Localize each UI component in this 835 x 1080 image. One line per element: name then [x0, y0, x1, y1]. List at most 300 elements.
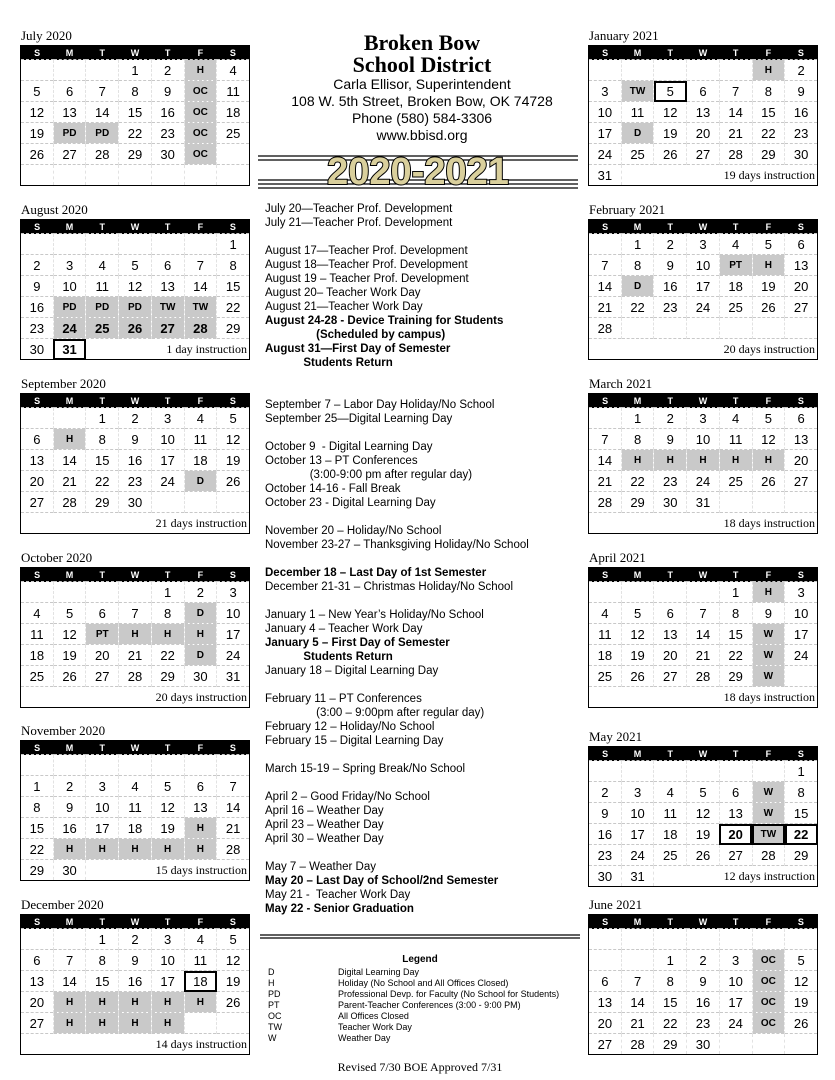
- weekday-header: T: [151, 915, 184, 929]
- day-cell: 1: [621, 234, 654, 255]
- day-cell: 18: [589, 645, 622, 666]
- day-cell: 30: [184, 666, 217, 687]
- weekday-header: F: [752, 568, 785, 582]
- day-cell: 24: [719, 1013, 752, 1034]
- week-row: [21, 1034, 250, 1055]
- event-line: April 23 – Weather Day: [265, 819, 384, 831]
- day-cell: PT: [719, 255, 752, 276]
- day-cell: 11: [589, 624, 622, 645]
- day-cell: 23: [654, 471, 687, 492]
- day-cell: D: [621, 276, 654, 297]
- weekday-header: T: [86, 220, 119, 234]
- event-line: Students Return: [265, 651, 393, 663]
- weekday-header: F: [752, 747, 785, 761]
- day-cell: 7: [719, 81, 752, 102]
- day-cell: 12: [119, 276, 152, 297]
- month-title: May 2021: [589, 729, 643, 744]
- weekday-header: M: [53, 394, 86, 408]
- legend-code: PD: [268, 989, 281, 999]
- day-cell: [21, 408, 54, 429]
- week-row: [589, 123, 818, 144]
- event-line: November 23-27 – Thanksgiving Holiday/No School: [265, 539, 529, 551]
- day-cell: 28: [589, 318, 622, 339]
- week-row: [21, 60, 250, 81]
- day-cell: 11: [21, 624, 54, 645]
- day-cell: 23: [687, 1013, 720, 1034]
- event-gap: [265, 776, 583, 790]
- day-cell: 22: [785, 824, 818, 845]
- event-gap: [265, 846, 583, 860]
- day-cell: 24: [621, 845, 654, 866]
- week-row: [21, 687, 250, 708]
- month-title: October 2020: [21, 550, 93, 565]
- day-cell: 19: [217, 971, 250, 992]
- day-cell: [21, 755, 54, 776]
- day-cell: 2: [184, 582, 217, 603]
- week-row: [589, 866, 818, 887]
- day-cell: 28: [217, 839, 250, 860]
- week-row: [21, 950, 250, 971]
- day-cell: 14: [53, 450, 86, 471]
- day-cell: [687, 761, 720, 782]
- week-row: [589, 234, 818, 255]
- event-line: September 25—Digital Learning Day: [265, 413, 453, 425]
- day-cell: 6: [589, 971, 622, 992]
- day-cell: [687, 60, 720, 81]
- week-row: [21, 666, 250, 687]
- day-cell: 13: [687, 102, 720, 123]
- week-row: [589, 929, 818, 950]
- event-line: August 19 – Teacher Prof. Development: [265, 273, 469, 285]
- month-grid: [588, 393, 818, 534]
- day-cell: TW: [621, 81, 654, 102]
- week-row: [589, 429, 818, 450]
- day-cell: H: [184, 839, 217, 860]
- day-cell: 8: [86, 429, 119, 450]
- day-cell: 6: [53, 81, 86, 102]
- month-title: February 2021: [589, 202, 666, 217]
- day-cell: 25: [654, 845, 687, 866]
- week-row: [589, 624, 818, 645]
- instruction-days: 15 days instruction: [86, 860, 250, 881]
- day-cell: 26: [119, 318, 152, 339]
- weekday-header: S: [785, 220, 818, 234]
- event-gap: [265, 510, 583, 524]
- day-cell: [86, 755, 119, 776]
- week-row: [589, 318, 818, 339]
- week-row: [21, 297, 250, 318]
- day-cell: [719, 60, 752, 81]
- week-row: [589, 824, 818, 845]
- day-cell: 7: [589, 429, 622, 450]
- weekday-header: S: [217, 394, 250, 408]
- month-grid: [588, 567, 818, 708]
- day-cell: [621, 761, 654, 782]
- month-calendar: [20, 27, 250, 186]
- day-cell: [654, 929, 687, 950]
- day-cell: 29: [785, 845, 818, 866]
- week-row: [21, 408, 250, 429]
- day-cell: 30: [687, 1034, 720, 1055]
- week-row: [589, 845, 818, 866]
- day-cell: 13: [785, 429, 818, 450]
- week-row: [589, 992, 818, 1013]
- day-cell: H: [119, 1013, 152, 1034]
- event-gap: [265, 552, 583, 566]
- day-cell: 13: [184, 797, 217, 818]
- day-cell: 4: [21, 603, 54, 624]
- legend-item: [260, 978, 580, 989]
- day-cell: OC: [752, 971, 785, 992]
- month-calendar: [588, 728, 818, 887]
- day-cell: [21, 60, 54, 81]
- day-cell: 19: [151, 818, 184, 839]
- day-cell: 1: [654, 950, 687, 971]
- day-cell: [752, 929, 785, 950]
- day-cell: [151, 755, 184, 776]
- day-cell: 16: [119, 971, 152, 992]
- day-cell: H: [86, 1013, 119, 1034]
- day-cell: 5: [151, 776, 184, 797]
- event-line: August 24-28 - Device Training for Students: [265, 315, 504, 327]
- day-cell: 11: [654, 803, 687, 824]
- day-cell: 2: [687, 950, 720, 971]
- day-cell: 29: [119, 144, 152, 165]
- day-cell: 6: [21, 950, 54, 971]
- day-cell: 22: [752, 123, 785, 144]
- event-line: February 15 – Digital Learning Day: [265, 735, 444, 747]
- month-grid: [20, 914, 250, 1055]
- day-cell: 8: [151, 603, 184, 624]
- day-cell: 18: [654, 824, 687, 845]
- weekday-header: W: [687, 747, 720, 761]
- day-cell: [184, 755, 217, 776]
- day-cell: H: [687, 450, 720, 471]
- day-cell: 8: [21, 797, 54, 818]
- day-cell: [719, 929, 752, 950]
- day-cell: 10: [719, 971, 752, 992]
- day-cell: 21: [119, 645, 152, 666]
- legend-item: [260, 1033, 580, 1044]
- weekday-header: W: [119, 915, 152, 929]
- day-cell: 15: [217, 276, 250, 297]
- day-cell: 11: [184, 429, 217, 450]
- month-grid: [588, 45, 818, 186]
- day-cell: [119, 234, 152, 255]
- weekday-header: M: [53, 46, 86, 60]
- day-cell: 12: [687, 803, 720, 824]
- week-row: [589, 297, 818, 318]
- event-line: May 21 - Teacher Work Day: [265, 889, 411, 901]
- day-cell: [86, 234, 119, 255]
- day-cell: [119, 165, 152, 186]
- week-row: [589, 603, 818, 624]
- weekday-header: T: [654, 220, 687, 234]
- day-cell: [785, 1034, 818, 1055]
- day-cell: 31: [687, 492, 720, 513]
- day-cell: 22: [151, 645, 184, 666]
- day-cell: 27: [654, 666, 687, 687]
- weekday-header: W: [687, 915, 720, 929]
- day-cell: [589, 950, 622, 971]
- day-cell: 9: [654, 255, 687, 276]
- day-cell: [654, 582, 687, 603]
- weekday-header: S: [21, 394, 54, 408]
- day-cell: [752, 492, 785, 513]
- week-row: [589, 255, 818, 276]
- day-cell: [21, 929, 54, 950]
- day-cell: 9: [687, 971, 720, 992]
- weekday-header: S: [217, 741, 250, 755]
- month-calendar: [588, 375, 818, 534]
- weekday-header: T: [654, 394, 687, 408]
- weekday-header: S: [21, 568, 54, 582]
- day-cell: 26: [217, 471, 250, 492]
- event-line: February 12 – Holiday/No School: [265, 721, 435, 733]
- day-cell: 2: [654, 234, 687, 255]
- week-row: [589, 666, 818, 687]
- event-line: July 20—Teacher Prof. Development: [265, 203, 453, 215]
- day-cell: 5: [621, 603, 654, 624]
- day-cell: 10: [217, 603, 250, 624]
- day-cell: 25: [217, 123, 250, 144]
- day-cell: OC: [752, 992, 785, 1013]
- day-cell: H: [151, 1013, 184, 1034]
- day-cell: 14: [621, 992, 654, 1013]
- day-cell: [719, 492, 752, 513]
- day-cell: 13: [21, 971, 54, 992]
- day-cell: 9: [119, 950, 152, 971]
- day-cell: 30: [785, 144, 818, 165]
- day-cell: 22: [621, 297, 654, 318]
- day-cell: 25: [21, 666, 54, 687]
- day-cell: 27: [687, 144, 720, 165]
- day-cell: 3: [53, 255, 86, 276]
- event-line: December 21-31 – Christmas Holiday/No School: [265, 581, 513, 593]
- day-cell: 3: [86, 776, 119, 797]
- day-cell: 27: [785, 297, 818, 318]
- day-cell: 1: [86, 408, 119, 429]
- day-cell: 20: [21, 992, 54, 1013]
- day-cell: [184, 1013, 217, 1034]
- day-cell: OC: [184, 144, 217, 165]
- month-calendar: [20, 375, 250, 534]
- day-cell: H: [53, 429, 86, 450]
- day-cell: [654, 318, 687, 339]
- day-cell: H: [752, 450, 785, 471]
- day-cell: [119, 582, 152, 603]
- day-cell: 1: [621, 408, 654, 429]
- day-cell: 3: [687, 234, 720, 255]
- revised-note: Revised 7/30 BOE Approved 7/31: [337, 1060, 503, 1074]
- event-gap: [265, 594, 583, 608]
- day-cell: 5: [654, 81, 687, 102]
- weekday-header: W: [687, 46, 720, 60]
- day-cell: [589, 582, 622, 603]
- day-cell: [217, 492, 250, 513]
- day-cell: [589, 929, 622, 950]
- day-cell: [86, 582, 119, 603]
- instruction-days: 14 days instruction: [21, 1034, 250, 1055]
- day-cell: [687, 929, 720, 950]
- day-cell: 19: [687, 824, 720, 845]
- legend-rule: [260, 933, 580, 941]
- day-cell: TW: [151, 297, 184, 318]
- legend-code: W: [268, 1033, 277, 1043]
- weekday-header: W: [119, 568, 152, 582]
- day-cell: 20: [589, 1013, 622, 1034]
- week-row: [21, 818, 250, 839]
- day-cell: 27: [21, 1013, 54, 1034]
- month-grid: [20, 393, 250, 534]
- day-cell: 13: [654, 624, 687, 645]
- day-cell: 14: [217, 797, 250, 818]
- day-cell: 13: [151, 276, 184, 297]
- week-row: [21, 839, 250, 860]
- day-cell: 10: [687, 255, 720, 276]
- day-cell: H: [184, 992, 217, 1013]
- week-row: [21, 992, 250, 1013]
- legend-description: All Offices Closed: [338, 1011, 409, 1021]
- event-line: December 18 – Last Day of 1st Semester: [265, 567, 487, 579]
- day-cell: 5: [119, 255, 152, 276]
- day-cell: 7: [53, 950, 86, 971]
- week-row: [21, 624, 250, 645]
- day-cell: 15: [119, 102, 152, 123]
- day-cell: 2: [53, 776, 86, 797]
- day-cell: 12: [21, 102, 54, 123]
- day-cell: 10: [151, 950, 184, 971]
- legend-description: Weather Day: [338, 1033, 391, 1043]
- day-cell: 28: [589, 492, 622, 513]
- day-cell: 23: [151, 123, 184, 144]
- day-cell: [621, 318, 654, 339]
- event-line: October 13 – PT Conferences: [265, 455, 418, 467]
- week-row: [21, 318, 250, 339]
- day-cell: 19: [621, 645, 654, 666]
- day-cell: 18: [217, 102, 250, 123]
- day-cell: OC: [184, 81, 217, 102]
- day-cell: [217, 165, 250, 186]
- day-cell: 6: [719, 782, 752, 803]
- day-cell: 24: [217, 645, 250, 666]
- weekday-header: F: [752, 915, 785, 929]
- phone: Phone (580) 584-3306: [351, 110, 493, 126]
- day-cell: 21: [589, 297, 622, 318]
- day-cell: 23: [785, 123, 818, 144]
- day-cell: 28: [719, 144, 752, 165]
- weekday-header: T: [151, 46, 184, 60]
- day-cell: 1: [719, 582, 752, 603]
- weekday-header: S: [785, 568, 818, 582]
- weekday-header: F: [752, 220, 785, 234]
- event-line: Students Return: [265, 357, 393, 369]
- day-cell: H: [86, 992, 119, 1013]
- day-cell: 13: [719, 803, 752, 824]
- day-cell: 14: [719, 102, 752, 123]
- day-cell: OC: [752, 950, 785, 971]
- weekday-header: T: [719, 46, 752, 60]
- weekday-header: M: [621, 220, 654, 234]
- legend-code: TW: [268, 1022, 282, 1032]
- day-cell: 3: [719, 950, 752, 971]
- month-grid: [588, 746, 818, 887]
- event-line: August 17—Teacher Prof. Development: [265, 245, 468, 257]
- day-cell: H: [53, 839, 86, 860]
- event-line: (Scheduled by campus): [265, 329, 446, 341]
- day-cell: H: [86, 839, 119, 860]
- day-cell: 16: [53, 818, 86, 839]
- month-calendar: [588, 201, 818, 360]
- day-cell: 16: [687, 992, 720, 1013]
- weekday-header: W: [687, 394, 720, 408]
- day-cell: 22: [217, 297, 250, 318]
- day-cell: PD: [86, 297, 119, 318]
- week-row: [21, 165, 250, 186]
- weekday-header: T: [151, 741, 184, 755]
- day-cell: 18: [184, 971, 217, 992]
- day-cell: 11: [217, 81, 250, 102]
- day-cell: PD: [53, 123, 86, 144]
- week-row: [589, 950, 818, 971]
- week-row: [21, 1013, 250, 1034]
- weekday-header: M: [53, 568, 86, 582]
- day-cell: 7: [589, 255, 622, 276]
- event-line: October 23 - Digital Learning Day: [265, 497, 436, 509]
- day-cell: [21, 165, 54, 186]
- day-cell: 6: [785, 234, 818, 255]
- event-line: November 20 – Holiday/No School: [265, 525, 442, 537]
- day-cell: 26: [621, 666, 654, 687]
- day-cell: 13: [21, 450, 54, 471]
- day-cell: 30: [654, 492, 687, 513]
- day-cell: 22: [719, 645, 752, 666]
- day-cell: 24: [589, 144, 622, 165]
- event-line: January 5 – First Day of Semester: [265, 637, 450, 649]
- day-cell: 10: [53, 276, 86, 297]
- day-cell: 24: [785, 645, 818, 666]
- day-cell: [785, 492, 818, 513]
- day-cell: 31: [53, 339, 86, 360]
- day-cell: 16: [785, 102, 818, 123]
- day-cell: 17: [589, 123, 622, 144]
- instruction-days: 18 days instruction: [589, 687, 818, 708]
- day-cell: 20: [21, 471, 54, 492]
- day-cell: 9: [589, 803, 622, 824]
- day-cell: 23: [119, 471, 152, 492]
- day-cell: 21: [53, 471, 86, 492]
- day-cell: 13: [53, 102, 86, 123]
- day-cell: 29: [752, 144, 785, 165]
- day-cell: 4: [719, 234, 752, 255]
- day-cell: H: [119, 992, 152, 1013]
- superintendent: Carla Ellisor, Superintendent: [333, 76, 511, 92]
- instruction-days: 1 day instruction: [86, 339, 250, 360]
- weekday-header: T: [654, 747, 687, 761]
- day-cell: 15: [752, 102, 785, 123]
- weekday-header: F: [752, 394, 785, 408]
- day-cell: 27: [589, 1034, 622, 1055]
- day-cell: 13: [785, 255, 818, 276]
- day-cell: H: [621, 450, 654, 471]
- week-row: [21, 755, 250, 776]
- day-cell: 11: [621, 102, 654, 123]
- week-row: [589, 339, 818, 360]
- day-cell: 7: [119, 603, 152, 624]
- day-cell: 3: [217, 582, 250, 603]
- weekday-header: F: [184, 915, 217, 929]
- event-line: May 7 – Weather Day: [265, 861, 377, 873]
